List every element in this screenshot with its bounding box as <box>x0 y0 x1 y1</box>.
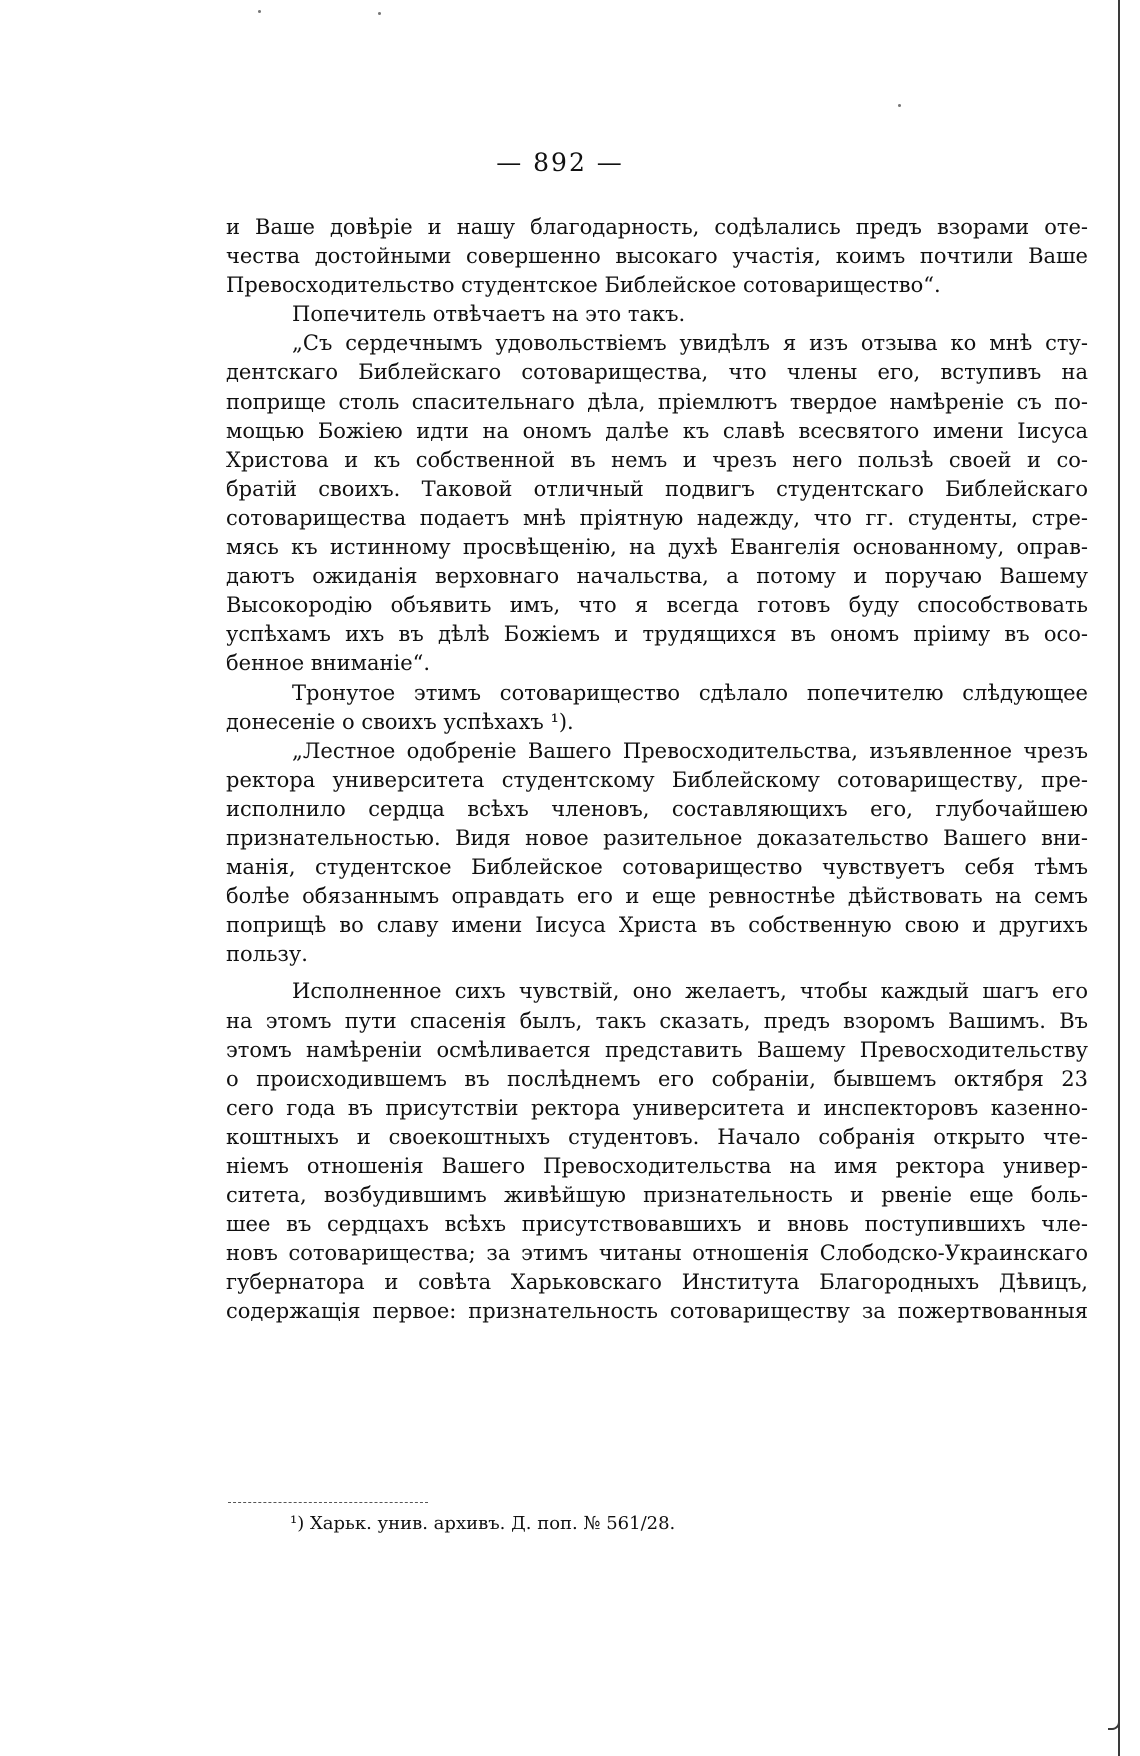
text-line: сотоварищества подаетъ мнѣ пріятную надежду, что гг. студенты, стре- <box>226 505 1088 530</box>
scan-speck <box>378 12 381 15</box>
text-line: Исполненное сихъ чувствій, оно желаетъ, чтобы каждый шагъ его <box>292 979 1088 1004</box>
text-line: донесеніе о своихъ успѣхахъ ¹). <box>226 709 574 734</box>
footnote-divider <box>228 1502 428 1503</box>
text-line: успѣхамъ ихъ въ дѣлѣ Божіемъ и трудящихся въ ономъ пріиму въ осо- <box>226 622 1088 647</box>
text-line: поприще столь спасительнаго дѣла, пріемлютъ твердое намѣреніе съ по- <box>226 389 1088 414</box>
text-line: манія, студентское Библейское сотоварищество чувствуетъ себя тѣмъ <box>226 855 1088 880</box>
text-line: мясь къ истинному просвѣщенію, на духѣ Евангелія основанному, оправ- <box>226 535 1088 560</box>
text-line: ніемъ отношенія Вашего Превосходительства на имя ректора универ- <box>226 1154 1088 1178</box>
text-line: и Ваше довѣріе и нашу благодарность, содѣлались предъ взорами оте- <box>226 215 1088 239</box>
scan-speck <box>898 104 901 107</box>
text-line: ректора университета студентскому Библейскому сотовариществу, пре- <box>226 767 1088 792</box>
text-line: дентскаго Библейскаго сотоварищества, что члены его, вступивъ на <box>226 360 1088 385</box>
text-line: Попечитель отвѣчаетъ на это такъ. <box>292 302 686 327</box>
text-line: на этомъ пути спасенія былъ, такъ сказать, предъ взоромъ Вашимъ. Въ <box>226 1008 1088 1033</box>
text-line: исполнило сердца всѣхъ членовъ, составляющихъ его, глубочайшею <box>226 796 1088 821</box>
text-line: шее въ сердцахъ всѣхъ присутствовавшихъ и вновь поступившихъ чле- <box>226 1212 1088 1237</box>
text-line: Превосходительство студентское Библейское сотоварищество“. <box>226 273 941 298</box>
text-line: бенное вниманіе“. <box>226 651 431 676</box>
scan-speck <box>258 10 261 13</box>
text-line: признательностью. Видя новое разительное доказательство Вашего вни- <box>226 825 1088 850</box>
text-line: коштныхъ и своекоштныхъ студентовъ. Начало собранія открыто чте- <box>226 1124 1088 1149</box>
text-line: пользу. <box>226 942 308 967</box>
text-line: „Лестное одобреніе Вашего Превосходительства, изъявленное чрезъ <box>292 738 1088 763</box>
text-line: содержащія первое: признательность сотовариществу за пожертвованныя <box>226 1299 1088 1324</box>
text-line: новъ сотоварищества; за этимъ читаны отношенія Слободско-Украинскаго <box>226 1241 1088 1266</box>
text-line: сего года въ присутствіи ректора университета и инспекторовъ казенно- <box>226 1095 1088 1120</box>
footnote: ¹) Харьк. унив. архивъ. Д. поп. № 561/28. <box>290 1513 676 1534</box>
text-line: поприщѣ во славу имени Іисуса Христа въ собственную свою и другихъ <box>226 913 1088 938</box>
scan-page-edge-curl <box>1108 1700 1120 1730</box>
text-line: мощью Божіею идти на ономъ далѣе къ славѣ всесвятого имени Іисуса <box>226 418 1088 443</box>
text-line: ситета, возбудившимъ живѣйшую признательность и рвеніе еще боль- <box>226 1183 1088 1208</box>
text-line: Тронутое этимъ сотоварищество сдѣлало попечителю слѣдующее <box>292 680 1088 705</box>
text-line: этомъ намѣреніи осмѣливается представить Вашему Превосходительству <box>226 1037 1088 1062</box>
text-line: болѣе обязаннымъ оправдать его и еще ревностнѣе дѣйствовать на семъ <box>226 884 1088 909</box>
page-number: — 892 — <box>496 148 624 177</box>
text-line: братій своихъ. Таковой отличный подвигъ студентскаго Библейскаго <box>226 476 1088 501</box>
text-line: Высокородію объявить имъ, что я всегда готовъ буду способствовать <box>226 593 1088 618</box>
scan-page-edge <box>1118 0 1120 1756</box>
text-line: Христова и къ собственной въ немъ и чрезъ него пользѣ своей и со- <box>226 447 1088 472</box>
text-line: губернатора и совѣта Харьковскаго Института Благородныхъ Дѣвицъ, <box>226 1270 1088 1295</box>
text-line: о происходившемъ въ послѣднемъ его собраніи, бывшемъ октября 23 <box>226 1066 1088 1091</box>
text-line: чества достойными совершеннo высокаго участія, коимъ почтили Ваше <box>226 244 1088 269</box>
text-line: даютъ ожиданія верховнаго начальства, а потому и поручаю Вашему <box>226 564 1088 589</box>
body-text <box>226 213 1088 1327</box>
text-line: „Съ сердечнымъ удовольствіемъ увидѣлъ я изъ отзыва ко мнѣ сту- <box>292 331 1088 356</box>
